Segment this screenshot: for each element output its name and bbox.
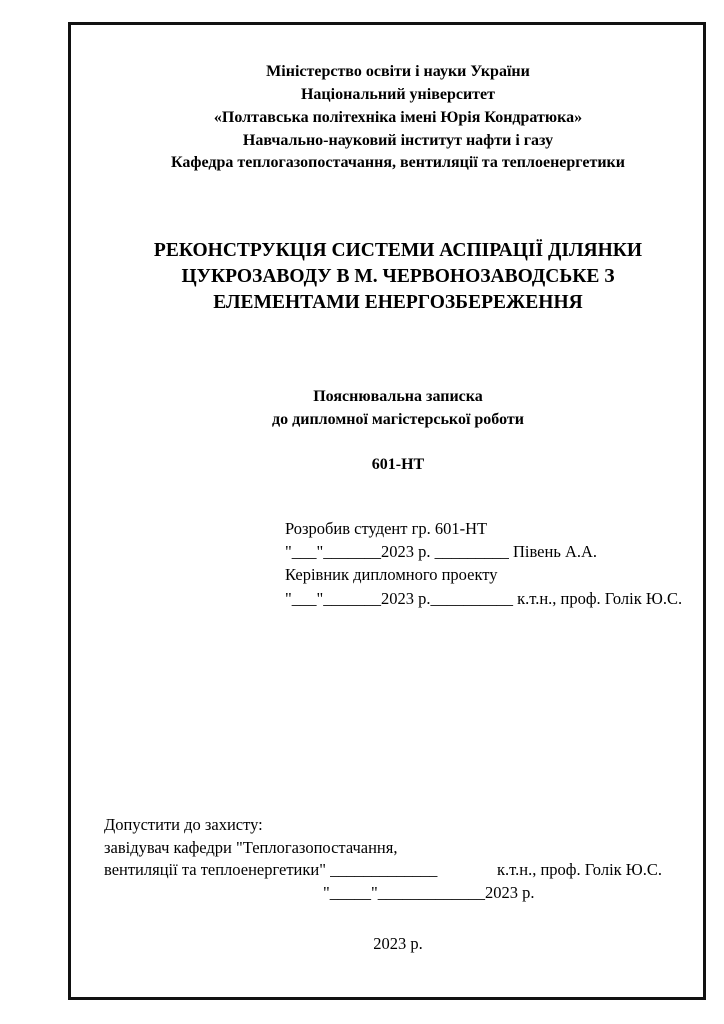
title-line-1: РЕКОНСТРУКЦІЯ СИСТЕМИ АСПІРАЦІЇ ДІЛЯНКИ: [153, 240, 643, 261]
doc-type-line-1: Пояснювальна записка: [313, 388, 483, 405]
approval-line-1: Допустити до захисту:: [104, 815, 263, 834]
approval-signatory: к.т.н., проф. Голік Ю.С.: [497, 860, 663, 879]
author-line-2: "___"_______2023 р. _________ Півень А.А.: [285, 542, 598, 561]
approval-line-3: вентиляції та теплоенергетики" _____________: [104, 860, 438, 879]
doc-code: 601-НТ: [371, 456, 425, 473]
approval-line-2: завідувач кафедри "Теплогазопостачання,: [104, 838, 398, 857]
ministry-line: Міністерство освіти і науки України: [266, 63, 530, 80]
supervisor-line-2: "___"_______2023 р.__________ к.т.н., проф. Голік Ю.С.: [285, 589, 683, 608]
approval-date: "_____"_____________2023 р.: [323, 883, 535, 902]
title-line-2: ЦУКРОЗАВОДУ В М. ЧЕРВОНОЗАВОДСЬКЕ З: [181, 266, 615, 287]
title-line-3: ЕЛЕМЕНТАМИ ЕНЕРГОЗБЕРЕЖЕННЯ: [213, 292, 583, 313]
year: 2023 р.: [373, 934, 423, 953]
university-name-line: «Полтавська політехніка імені Юрія Кондратюка»: [213, 109, 583, 126]
supervisor-line-1: Керівник дипломного проекту: [285, 565, 498, 584]
author-line-1: Розробив студент гр. 601-НТ: [285, 519, 488, 538]
doc-type-line-2: до дипломної магістерської роботи: [272, 411, 524, 428]
institute-line: Навчально-науковий інститут нафти і газу: [242, 132, 554, 149]
department-line: Кафедра теплогазопостачання, вентиляції та теплоенергетики: [171, 154, 625, 171]
university-line: Національний університет: [300, 86, 495, 103]
